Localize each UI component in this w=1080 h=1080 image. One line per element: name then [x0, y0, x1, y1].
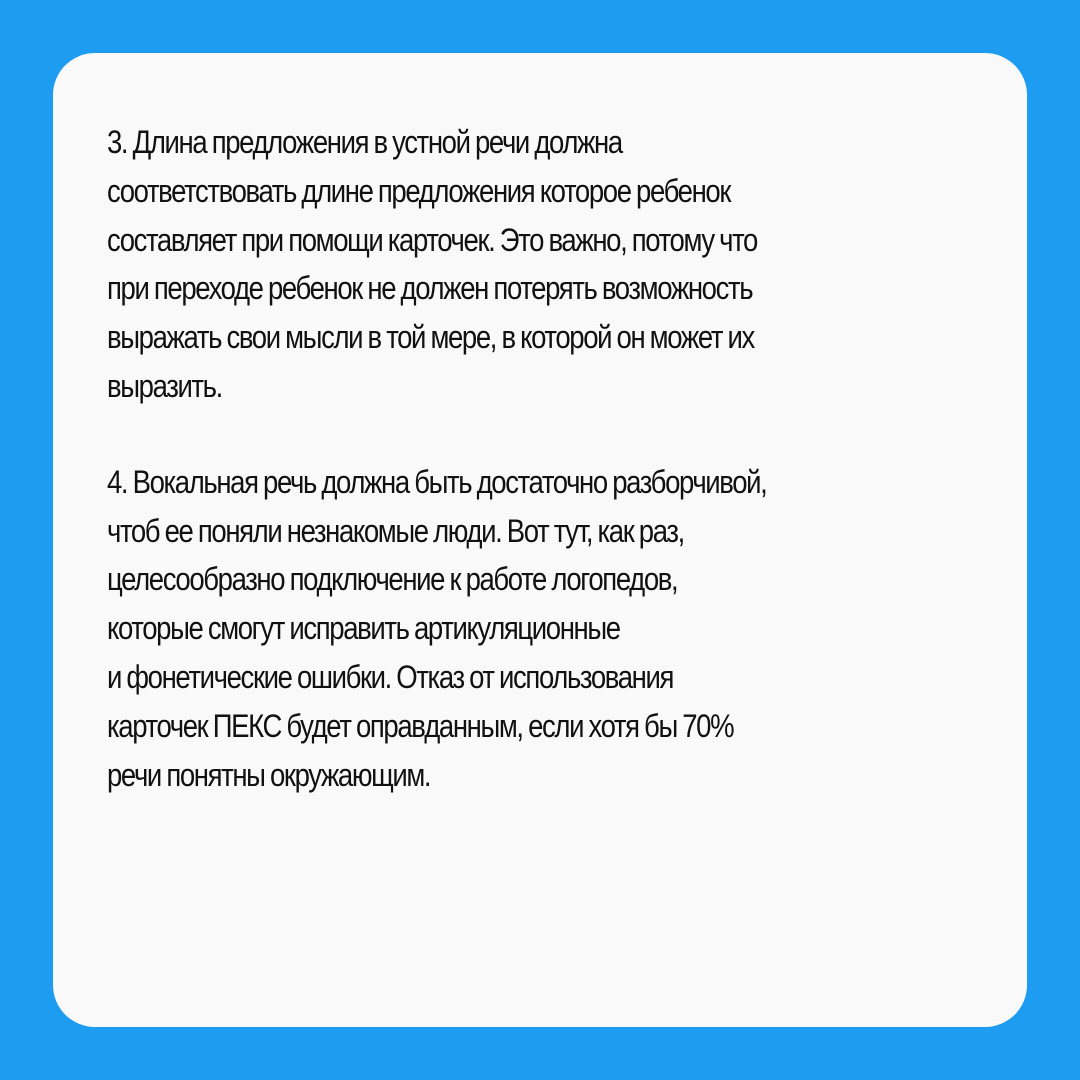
- paragraph-4: 4. Вокальная речь должна быть достаточно разборчивой, чтоб ее поняли незнакомые люди. Вот тут, как раз, целесообразно подключение к работе логопедов, которые смогут исправить артикуляционные и фонетические ошибки. Отказ от использования карточек ПЕКС будет оправданным, если хотя бы 70% речи понятны окружающим.: [107, 463, 767, 793]
- paragraph-3: 3. Длина предложения в устной речи должна соответствовать длине предложения которое ребенок составляет при помощи карточек. Это важно, потому что при переходе ребенок не должен потерять возможность выражать свои мысли в той мере, в которой он может их выразить.: [107, 124, 757, 404]
- text-content: [107, 118, 977, 799]
- content-card: [53, 53, 1027, 1027]
